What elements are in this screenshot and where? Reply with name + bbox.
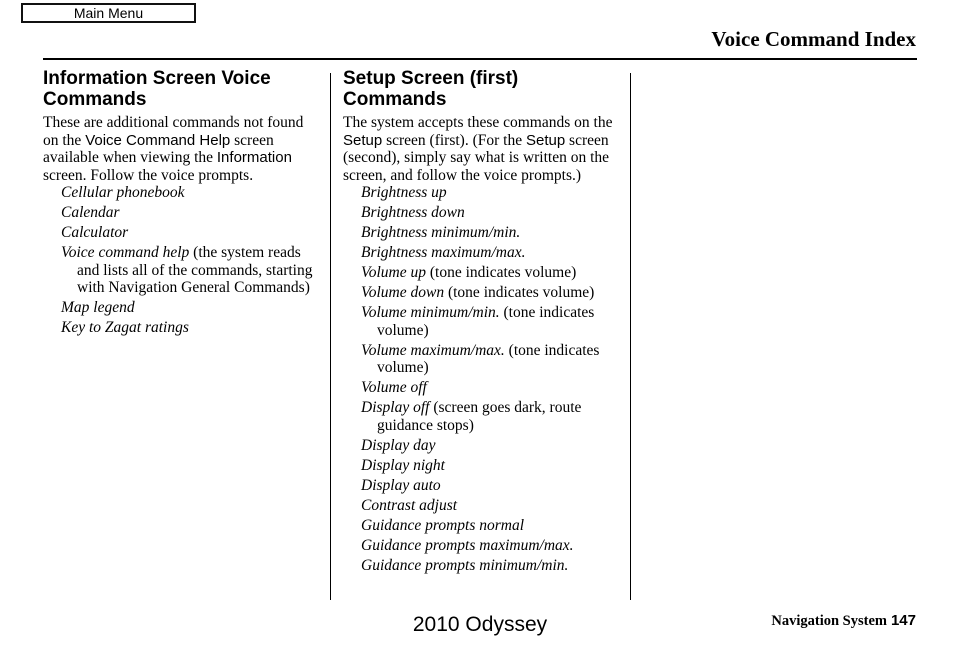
information-command-list [43,184,313,337]
title-rule [43,58,917,60]
main-menu-button[interactable]: Main Menu [21,3,196,23]
screen-name: Setup [343,131,383,149]
command-note: (tone indicates volume) [377,304,595,339]
command-item [361,224,623,242]
command-item [361,244,623,262]
command-item [361,379,623,397]
intro-text: screen. Follow the voice prompts. [43,166,254,184]
command-item [361,557,623,575]
section-label: Navigation System [771,613,887,629]
command-note: (screen goes dark, route guidance stops) [377,399,582,434]
intro-text: The system accepts these commands on the [343,114,613,131]
intro-text: These are additional commands not found on the [43,114,304,149]
command-phrase: Brightness up [361,184,447,201]
information-commands-heading: Information Screen Voice Commands [43,68,271,110]
command-item [361,497,623,515]
information-commands-intro [43,114,313,184]
command-item [361,457,623,475]
command-phrase: Volume maximum/max. [361,341,505,359]
page-footer [771,612,916,630]
setup-command-list [343,184,623,574]
command-phrase: Display night [361,456,445,474]
intro-text: screen (second), simply say what is written on the screen, and follow the voice prompts.) [343,131,610,184]
command-item [61,244,313,297]
command-item [61,224,313,242]
command-phrase: Key to Zagat ratings [61,319,189,336]
command-item [361,284,623,302]
command-item [361,477,623,495]
command-item [361,304,623,339]
command-phrase: Cellular phonebook [61,184,185,201]
command-phrase: Volume up [361,264,427,281]
command-phrase: Contrast adjust [361,496,458,514]
command-item [361,342,623,377]
command-phrase: Guidance prompts maximum/max. [361,536,574,554]
command-item [61,184,313,202]
command-phrase: Calendar [61,204,120,221]
command-item [361,437,623,455]
command-item [61,204,313,222]
command-item [361,399,623,434]
command-item [361,204,623,222]
command-phrase: Brightness down [361,204,465,221]
command-phrase: Guidance prompts normal [361,516,525,534]
command-note: (tone indicates volume) [377,341,600,376]
command-phrase: Display auto [361,476,441,494]
setup-commands-column [343,68,623,577]
command-phrase: Display off [361,399,430,416]
setup-commands-heading: Setup Screen (first) Commands [343,68,519,110]
command-phrase: Display day [361,436,436,454]
command-phrase: Volume down [361,284,445,301]
column-divider [330,73,331,600]
command-phrase: Volume minimum/min. [361,304,500,321]
command-phrase: Brightness minimum/min. [361,224,521,241]
model-watermark: 2010 Odyssey [412,613,548,636]
page-number: 147 [890,612,916,629]
command-item [61,319,313,337]
command-phrase: Brightness maximum/max. [361,244,526,261]
command-note: (tone indicates volume) [444,284,595,301]
command-note: (the system reads and lists all of the commands, starting with Navigation General Commands) [77,244,313,296]
command-note: (tone indicates volume) [426,264,577,281]
intro-text: screen available when viewing the [43,131,274,166]
intro-text: screen (first). (For the [382,131,526,149]
command-phrase: Map legend [61,299,135,316]
information-commands-column [43,68,313,339]
screen-name: Setup [525,131,566,149]
command-phrase: Calculator [61,224,129,241]
command-item [361,537,623,555]
screen-name: Information [216,149,292,166]
page-title: Voice Command Index [711,27,916,51]
command-phrase: Guidance prompts minimum/min. [361,556,569,574]
command-phrase: Volume off [361,379,427,396]
screen-name: Voice Command Help [85,131,231,149]
command-item [361,184,623,202]
setup-commands-intro [343,114,623,184]
column-divider [630,73,631,600]
command-item [61,299,313,317]
command-phrase: Voice command help [61,244,190,261]
command-item [361,517,623,535]
command-item [361,264,623,282]
